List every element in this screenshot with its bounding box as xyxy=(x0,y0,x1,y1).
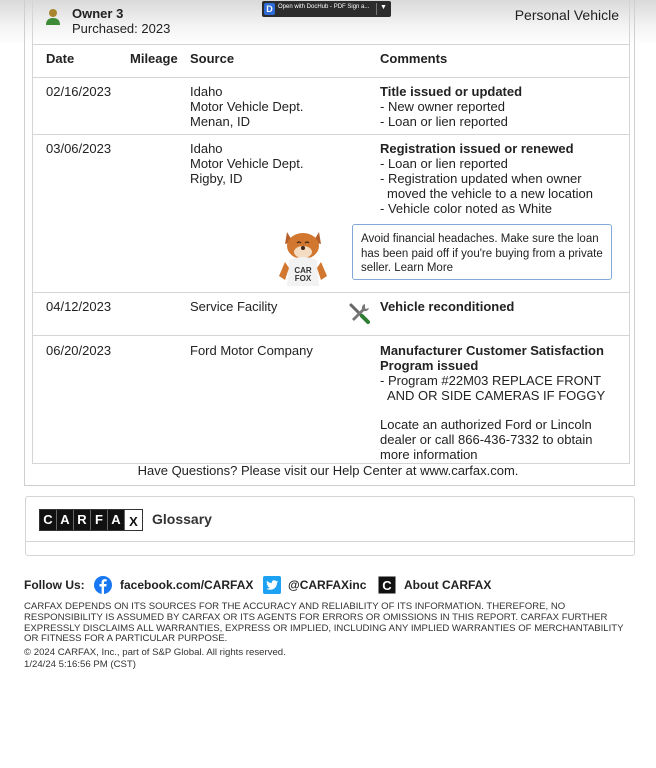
glossary-panel[interactable] xyxy=(25,496,635,556)
source-line: Menan, ID xyxy=(190,114,250,129)
logo-letter: A xyxy=(108,510,125,530)
row-source xyxy=(190,84,303,129)
help-text: Have Questions? Please visit our Help Center at www.carfax.com. xyxy=(137,463,519,478)
row-date: 02/16/2023 xyxy=(46,84,112,99)
row-comments xyxy=(380,84,620,129)
row-comments xyxy=(380,141,615,216)
comment-bullet: - Registration updated when owner moved the vehicle to a new location xyxy=(380,171,593,201)
logo-letter: R xyxy=(74,510,91,530)
mascot-shirt-line: CAR xyxy=(294,266,312,275)
dochub-logo-icon: D xyxy=(264,3,275,15)
mascot-shirt-line: FOX xyxy=(294,274,312,283)
comment-title: Registration issued or renewed xyxy=(380,141,574,156)
col-header-comments: Comments xyxy=(380,51,448,66)
tip-box xyxy=(352,224,612,280)
glossary-label[interactable]: Glossary xyxy=(152,511,212,527)
toolbar-separator xyxy=(376,3,377,15)
copyright-text: © 2024 CARFAX, Inc., part of S&P Global. All rights reserved. xyxy=(24,647,286,658)
row-source xyxy=(190,299,277,314)
tip-text: Avoid financial headaches. Make sure the loan has been paid off if you're buying from a private seller. xyxy=(361,233,603,274)
logo-letter: F xyxy=(91,510,108,530)
carfox-mascot-icon xyxy=(275,226,331,292)
col-header-source: Source xyxy=(190,51,235,66)
source-line: Idaho xyxy=(190,84,223,99)
dropdown-arrow-icon[interactable]: ▼ xyxy=(380,4,387,11)
source-line: Idaho xyxy=(190,141,223,156)
comment-bullet: - Vehicle color noted as White xyxy=(380,201,552,216)
about-carfax-link[interactable]: About CARFAX xyxy=(404,578,492,592)
carfax-c-icon[interactable] xyxy=(378,576,396,594)
section-border-left xyxy=(24,0,25,486)
owner-purchased: Purchased: 2023 xyxy=(72,21,171,36)
twitter-icon[interactable] xyxy=(263,576,281,594)
comment-title: Manufacturer Customer Satisfaction Program issued xyxy=(380,343,604,373)
follow-us-label: Follow Us: xyxy=(24,578,85,592)
source-line: Service Facility xyxy=(190,299,278,314)
row-divider xyxy=(33,292,629,293)
row-date: 03/06/2023 xyxy=(46,141,112,156)
comment-title: Title issued or updated xyxy=(380,84,523,99)
logo-letter: X xyxy=(125,510,142,530)
source-line: Rigby, ID xyxy=(190,171,243,186)
facebook-link[interactable]: facebook.com/CARFAX xyxy=(120,578,254,592)
source-line: Motor Vehicle Dept. xyxy=(190,156,304,171)
svg-text:C: C xyxy=(382,578,392,593)
row-comments xyxy=(380,343,608,462)
carfax-logo xyxy=(39,509,143,531)
source-line: Motor Vehicle Dept. xyxy=(190,99,304,114)
comment-title: Vehicle reconditioned xyxy=(380,299,515,314)
section-border-right xyxy=(634,0,635,486)
logo-letter: C xyxy=(40,510,57,530)
row-date: 04/12/2023 xyxy=(46,299,112,314)
source-line: Ford Motor Company xyxy=(190,343,313,358)
logo-letter: A xyxy=(57,510,74,530)
col-header-date: Date xyxy=(46,51,75,66)
dochub-open-button[interactable]: Open with DocHub - PDF Sign a... xyxy=(278,4,370,10)
comment-bullet: - Program #22M03 REPLACE FRONT AND OR SIDE CAMERAS IF FOGGY xyxy=(380,373,606,403)
disclaimer-text: CARFAX DEPENDS ON ITS SOURCES FOR THE ACCURACY AND RELIABILITY OF ITS INFORMATION. THEREFORE, NO RESPONSIBILITY IS ASSUMED BY CARFAX OR ITS AGENTS FOR ERRORS OR OMISSIONS IN THIS REPORT. CARFAX FURTHER EXPRESSLY DISCLAIMS ALL WARRANTIES, EXPRESS OR IMPLIED, INCLUDING ANY IMPLIED WARRANTIES OF MERCHANTABILITY OR FITNESS FOR A PARTICULAR PURPOSE. xyxy=(24,601,624,645)
learn-more-link[interactable]: Learn More xyxy=(394,262,454,274)
dochub-toolbar[interactable] xyxy=(262,1,391,17)
glossary-divider xyxy=(26,541,634,542)
wrench-screwdriver-icon xyxy=(348,302,370,324)
twitter-link[interactable]: @CARFAXinc xyxy=(288,578,367,592)
comment-bullet: - Loan or lien reported xyxy=(380,156,508,171)
row-source xyxy=(190,141,303,186)
person-icon xyxy=(45,8,61,26)
row-source xyxy=(190,343,313,358)
comment-note: Locate an authorized Ford or Lincoln dealer or call 866-436-7332 to obtain more information xyxy=(380,417,593,462)
row-divider xyxy=(33,335,629,336)
comment-bullet: - Loan or lien reported xyxy=(380,114,508,129)
row-date: 06/20/2023 xyxy=(46,343,112,358)
row-comments xyxy=(380,299,620,314)
row-divider xyxy=(33,134,629,135)
section-border-bottom xyxy=(24,485,635,486)
report-timestamp: 1/24/24 5:16:56 PM (CST) xyxy=(24,659,136,670)
owner-title: Owner 3 xyxy=(72,6,124,21)
row-divider xyxy=(33,77,629,78)
comment-bullet: - New owner reported xyxy=(380,99,505,114)
facebook-icon[interactable] xyxy=(94,576,112,594)
vehicle-type: Personal Vehicle xyxy=(514,7,619,23)
col-header-mileage: Mileage xyxy=(130,51,178,66)
